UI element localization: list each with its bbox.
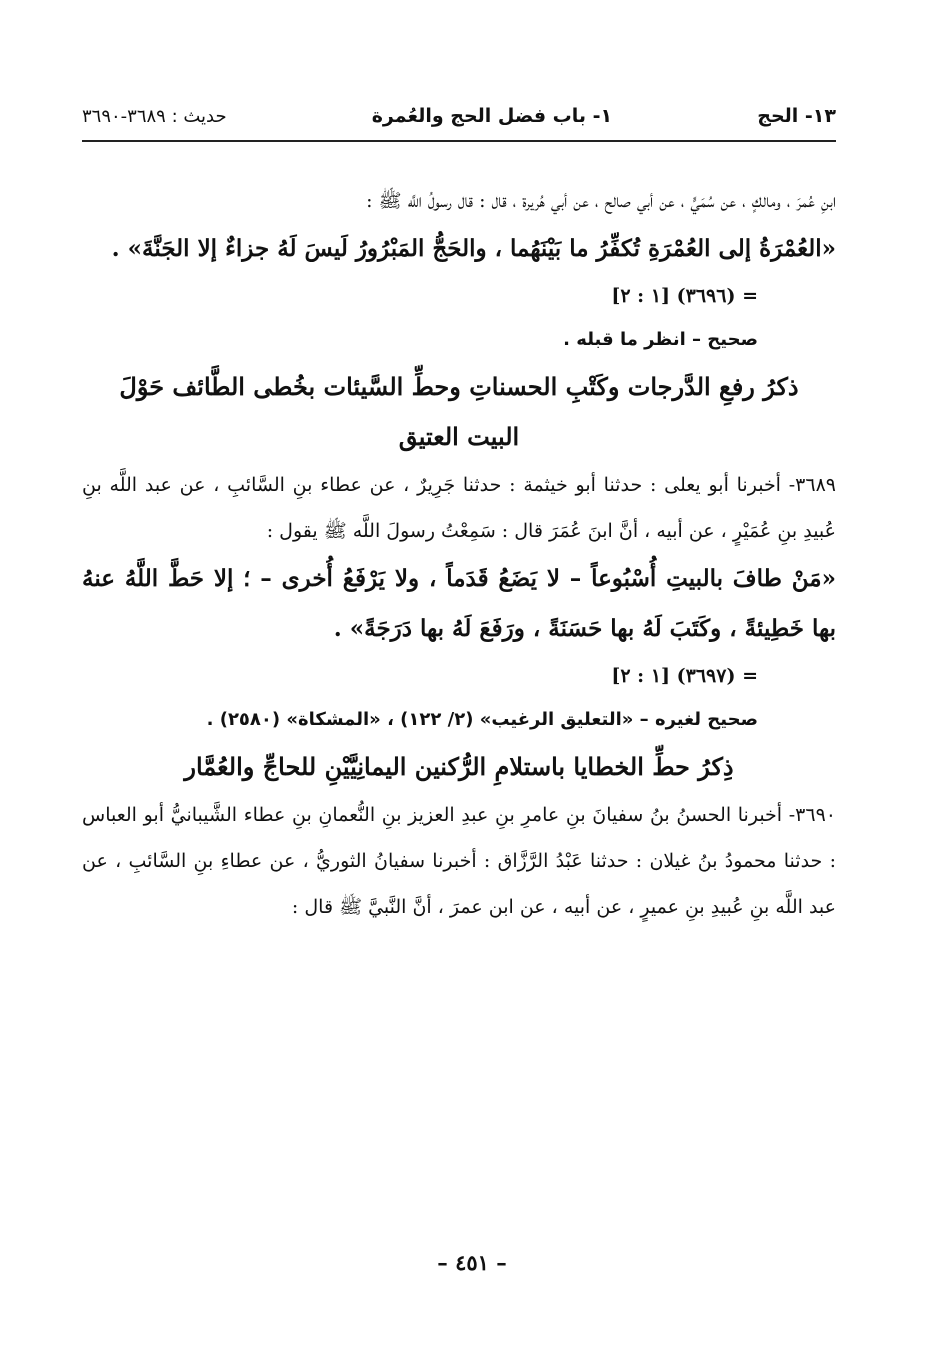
section-heading: ذكرُ رفعِ الدَّرجات وكَتْبِ الحسناتِ وحطِّ السَّيئات بخُطى الطَّائف حَوْلَ البيت العتيق — [119, 372, 799, 451]
hadith-text: «العُمْرَةُ إلى العُمْرَةِ تُكفِّرُ ما بَيْنَهُما ، والحَجُّ المَبْرُورُ لَيسَ لَهُ جزاءٌ إلا الجَنَّةَ» . — [111, 235, 836, 262]
isnad-paragraph: ٣٦٩٠- أخبرنا الحسنُ بنُ سفيانَ بنِ عامرِ بنِ عبدِ العزيز بنِ النُّعمانِ بنِ عطاء الشَّيبانيُّ أبو العباس : حدثنا محمودُ بنُ غيلان : حدثنا عَبْدُ الرَّزَّاق : أخبرنا سفيانُ الثوريُّ ، عن عطاءِ بنِ السَّائبِ ، عن عبد اللَّه بنِ عُبيدِ بنِ عميرٍ ، عن أبيه ، عن ابن عمرَ ، أنَّ النَّبيَّ ﷺ قال : — [82, 804, 836, 918]
grading-note: صحيح لغيره – «التعليق الرغيب» (٢/ ١٢٢) ، «المشكاة» (٢٥٨٠) . — [206, 709, 758, 730]
grading-note: صحيح – انظر ما قبله . — [563, 329, 758, 350]
page-content — [82, 178, 836, 930]
page-number: – ٤٥١ – — [437, 1250, 507, 1275]
section-title: ١- باب فضل الحج والعُمرة — [371, 105, 613, 127]
hadith-text: «مَنْ طافَ بالبيتِ أُسْبُوعاً – لا يَضَعُ قَدَماً ، ولا يَرْفَعُ أُخرى – ؛ إلا حَطَّ اللَّهُ عنهُ بها خَطِيئةً ، وكَتَبَ لَهُ بها حَسَنَةً ، ورَفَعَ لَهُ بها دَرَجَةً» . — [82, 565, 836, 642]
cross-reference: = (٣٦٩٧) [١ : ٢] — [611, 665, 758, 687]
header-rule — [82, 140, 836, 142]
hadith-range: حديث : ٣٦٨٩-٣٦٩٠ — [82, 105, 227, 127]
isnad-paragraph: ابنِ عُمرَ ، ومالكٍ ، عن سُمَيٍّ ، عن أبي صالح ، عن أبي هُريرة ، قال : قال رسولُ اللَّه ﷺ : — [366, 190, 836, 212]
section-heading: ذِكرُ حطِّ الخطايا باستلامِ الرُّكنين اليمانِيَّيْنِ للحاجِّ والعُمَّار — [184, 752, 734, 781]
running-header — [82, 96, 836, 136]
isnad-paragraph: ٣٦٨٩- أخبرنا أبو يعلى : حدثنا أبو خيثمة : حدثنا جَرِيرٌ ، عن عطاء بنِ السَّائبِ ، عن عبد اللَّه بنِ عُبيدِ بنِ عُمَيْرٍ ، عن أبيه ، أنَّ ابنَ عُمَرَ قال : سَمِعْتُ رسولَ اللَّه ﷺ يقول : — [82, 474, 836, 542]
chapter-title: ١٣- الحج — [757, 105, 836, 127]
cross-reference: = (٣٦٩٦) [١ : ٢] — [611, 285, 758, 307]
